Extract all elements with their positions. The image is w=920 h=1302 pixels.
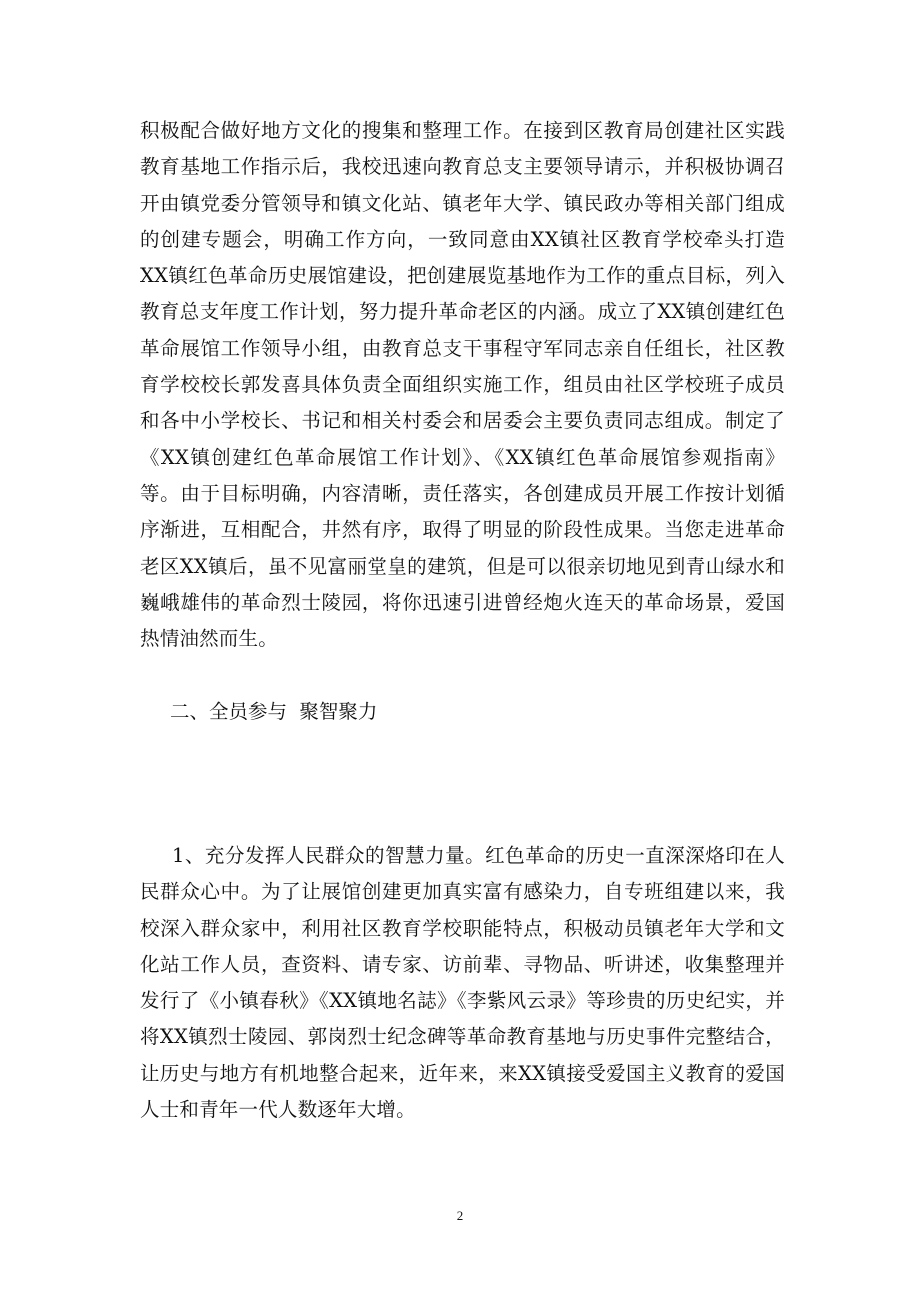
body-paragraph-2: 1、充分发挥人民群众的智慧力量。红色革命的历史一直深深烙印在人民群众心中。为了让展馆创建更加真实富有感染力，自专班组建以来，我校深入群众家中，利用社区教育学校职能特点，积极动员镇老年大学和文化站工作人员，查资料、请专家、访前辈、寻物品、听讲述，收集整理并发行了《小镇春秋》《XX镇地名誌》《李紫风云录》等珍贵的历史纪实，并将XX镇烈士陵园、郭岗烈士纪念碑等革命教育基地与历史事件完整结合，让历史与地方有机地整合起来，近年来，来XX镇接受爱国主义教育的爱国人士和青年一代人数逐年大增。 bbox=[140, 844, 785, 1122]
section-heading: 二、全员参与 聚智聚力 bbox=[170, 700, 378, 723]
page-number: 2 bbox=[456, 1208, 464, 1223]
body-paragraph-1: 积极配合做好地方文化的搜集和整理工作。在接到区教育局创建社区实践教育基地工作指示后，我校迅速向教育总支主要领导请示，并积极协调召开由镇党委分管领导和镇文化站、镇老年大学、镇民政办等相关部门组成的创建专题会，明确工作方向，一致同意由XX镇社区教育学校牵头打造XX镇红色革命历史展馆建设，把创建展览基地作为工作的重点目标，列入教育总支年度工作计划，努力提升革命老区的内涵。成立了XX镇创建红色革命展馆工作领导小组，由教育总支干事程守军同志亲自任组长，社区教育学校校长郭发喜具体负责全面组织实施工作，组员由社区学校班子成员和各中小学校长、书记和相关村委会和居委会主要负责同志组成。制定了《XX镇创建红色革命展馆工作计划》、《XX镇红色革命展馆参观指南》等。由于目标明确，内容清晰，责任落实，各创建成员开展工作按计划循序渐进，互相配合，井然有序，取得了明显的阶段性成果。当您走进革命老区XX镇后，虽不见富丽堂皇的建筑，但是可以很亲切地见到青山绿水和巍峨雄伟的革命烈士陵园，将你迅速引进曾经炮火连天的革命场景，爱国热情油然而生。 bbox=[140, 119, 785, 651]
